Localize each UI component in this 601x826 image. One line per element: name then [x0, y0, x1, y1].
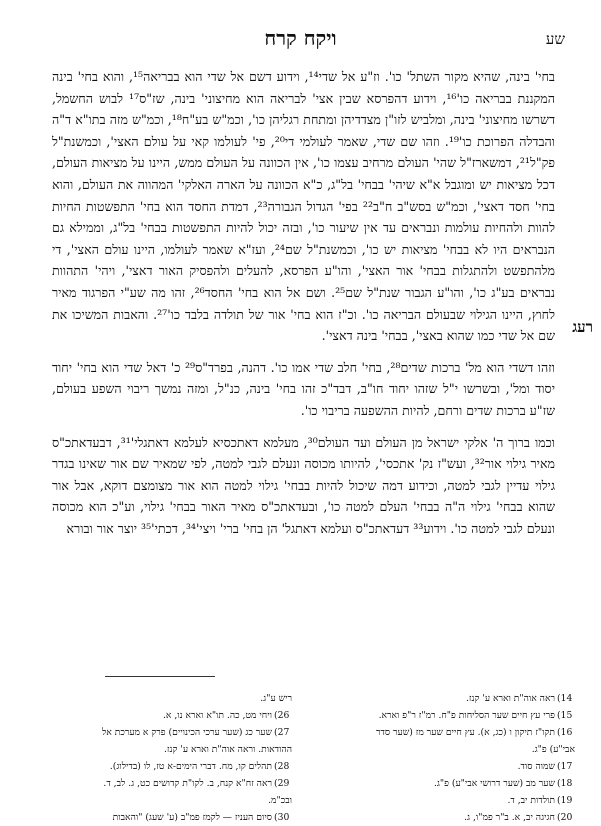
footnote: 14) ראה אוה"ת וארא ע' קנז.: [466, 693, 573, 704]
footnote: 16) תקו"ז תיקון ו (כג, א). עץ חיים שער מז (שער סדר: [375, 727, 573, 738]
footnotes: [30, 690, 575, 823]
footnotes-left-column: [30, 690, 292, 826]
footnote: 20) חגיגה יב, א. ב"ר פמ"ו, ג.: [464, 812, 573, 823]
footnote-continuation: ההודאות. וראה אוה"ת וארא ע' קנז.: [164, 744, 292, 755]
footnote-continuation: ובכ"מ.: [268, 795, 292, 806]
footnote: 27) שער כג (שער ערכי הכינויים) פרק א מערכת אל: [102, 727, 290, 738]
footnote: 17) שמוה סוד.: [517, 761, 573, 772]
footnote-divider: [105, 676, 215, 677]
footnote: 29) ראה זח"א קנח, ב. לקו"ת קדושים כט, ג. לב, ד.: [103, 778, 290, 789]
main-text: [52, 66, 555, 549]
page-title: ויקח קרח: [264, 26, 337, 50]
footnote: 30) סיום העניז — לקמז פמ"ב (ע' שעג) "והאבות: [112, 812, 290, 823]
footnote: 26) ויחי מט, כה. תו"א וארא נו, א.: [162, 710, 290, 721]
paragraph: וכמו ברוך ה' אלקי ישראל מן העולם ועד העולם³⁰, מעלמא דאתכסיא לעלמא דאתגלי'³¹, דבעדאתכ"ס מאיר גילוי אור³², ועש"ז נק' אתכסי', להיותו מכוסה ונעלם לגבי למטה, לפי שמאיר שם אור שאינו בגדר גילוי עדיין לגבי למטה, וכידוע דמה שיכול להיות בבחי' גילוי למטה הוא אור מצומצם דוקא, אבל אור שהוא בבחי' גילוי ה"ה בבחי' העלם למטה כו', ובעדאתכ"ס מאיר האור בבחי' גילוי, וע"כ הוא מכוסה ונעלם לגבי למטה כו'. וידוע³³ דעדאתכ"ס ועלמא דאתגל' הן בחי' ברי' ויצי'³⁴, דכתי'³⁵ יוצר אור ובורא: [52, 434, 556, 536]
footnote: 18) שער מב (שער דרושי אבי"ע) פ"ג.: [433, 778, 573, 789]
footnote-continuation: ריש ע"ג.: [260, 693, 292, 704]
footnote: 19) תולדות יב, ד.: [507, 795, 573, 806]
footnote-continuation: אבי"ע) פ"ג.: [531, 744, 575, 755]
page-number: שע: [545, 30, 565, 48]
footnotes-right-column: [313, 690, 575, 826]
paragraph: בחי' בינה, שהיא מקור השתל' כו'. וז"ע אל שדי¹⁴, וידוע דשם אל שדי הוא בבריאה¹⁵, והוא בחי' בינה המקננת בבריאה כו'¹⁶, וידוע דהפרסא שבין אצי' לבריאה הוא מחיצוני' בינה, שז"ס¹⁷ לבוש החשמל, דשרשו מחיצוני' בינה, ומלביש לזו"ן מצדדיהן ומתחת רגליהן כו', וכמ"ש בע"ח¹⁸, וכמ"ש מזה בתו"א ד"ה והבדלה הפרוכת כו'¹⁹. וזהו שם שדי, שאמר לעולמי די²⁰, פי' לעולמו קאי על עולם האצי', וכמשנת"ל פק"ל²¹, דמשארז"ל שהי' העולם מרחיב עצמו כו', אין הכוונה על העולם ממש, היינו על מציאות העולם, דכל מציאות יש ומוגבל א"א שיהי' בבחי' בל"ג, כ"א הכוונה על הארה האלקי' המהווה את העולם, והוא בחי' חסד דאצי', וכמ"ש בסש"ב ח"ב²² בפי' הגדול הגבורה²³, דמדת החסד הוא בחי' התפשטות החיות להוות ולהחיות עולמות ונבראים עד אין שיעור כו', ובזה יכול להיות התפשטות בבחי' בל"ג, וממילא גם הנבראים היו לא בבחי' מציאות יש כו', וכמשנת"ל שם²⁴, ועז"א שאמר לעולמו, היינו עולם האצי', די מלהתפשט ולהתגלות בבחי' אור האצי', והו"ע הפרסא, להעלים ולהפסיק האור דאצי', ויהי' התהוות נבראים בע"ג כו', והו"ע הגבור שנת"ל שם²⁵. ושם אל הוא בחי' החסד²⁶, זהו מה שע"י הפרגוד מאיר לחוץ, היינו הגילוי שבעולם הבריאה כו'. וכ"ז הוא בחי' אור של תולדה בלבד כו'²⁷. והאבות המשיכו את שם אל שדי כמו שהוא באצי', בבחי' בינה דאצי'.: [52, 69, 555, 344]
footnote: 15) פרי עץ חיים שער הסליחות פ"ח. רמ"ז ר"פ וארא.: [378, 710, 573, 721]
footnote: 28) תהלים קו, מח. דברי הימים-א טז, לו (בדילוג).: [109, 761, 290, 772]
page-header: [0, 26, 601, 56]
paragraph: וזהו דשדי הוא מל' ברכות שדים²⁸, בחי' חלב שדי אמו כו'. דהנה, בפרד"ס²⁹ כ' דאל שדי הוא בחי' יחוד יסוד ומל', ובשרשו י"ל שזהו יחוד חו"ב, דבד"כ זהו בחי' בינה, כנ"ל, ומזה נמשך ריבוי השפע בעולם, שז"ע ברכות שדים ורחם, להיות ההשפעה בריבוי כו'.: [52, 359, 555, 418]
margin-section-marker: רעג: [572, 318, 593, 336]
